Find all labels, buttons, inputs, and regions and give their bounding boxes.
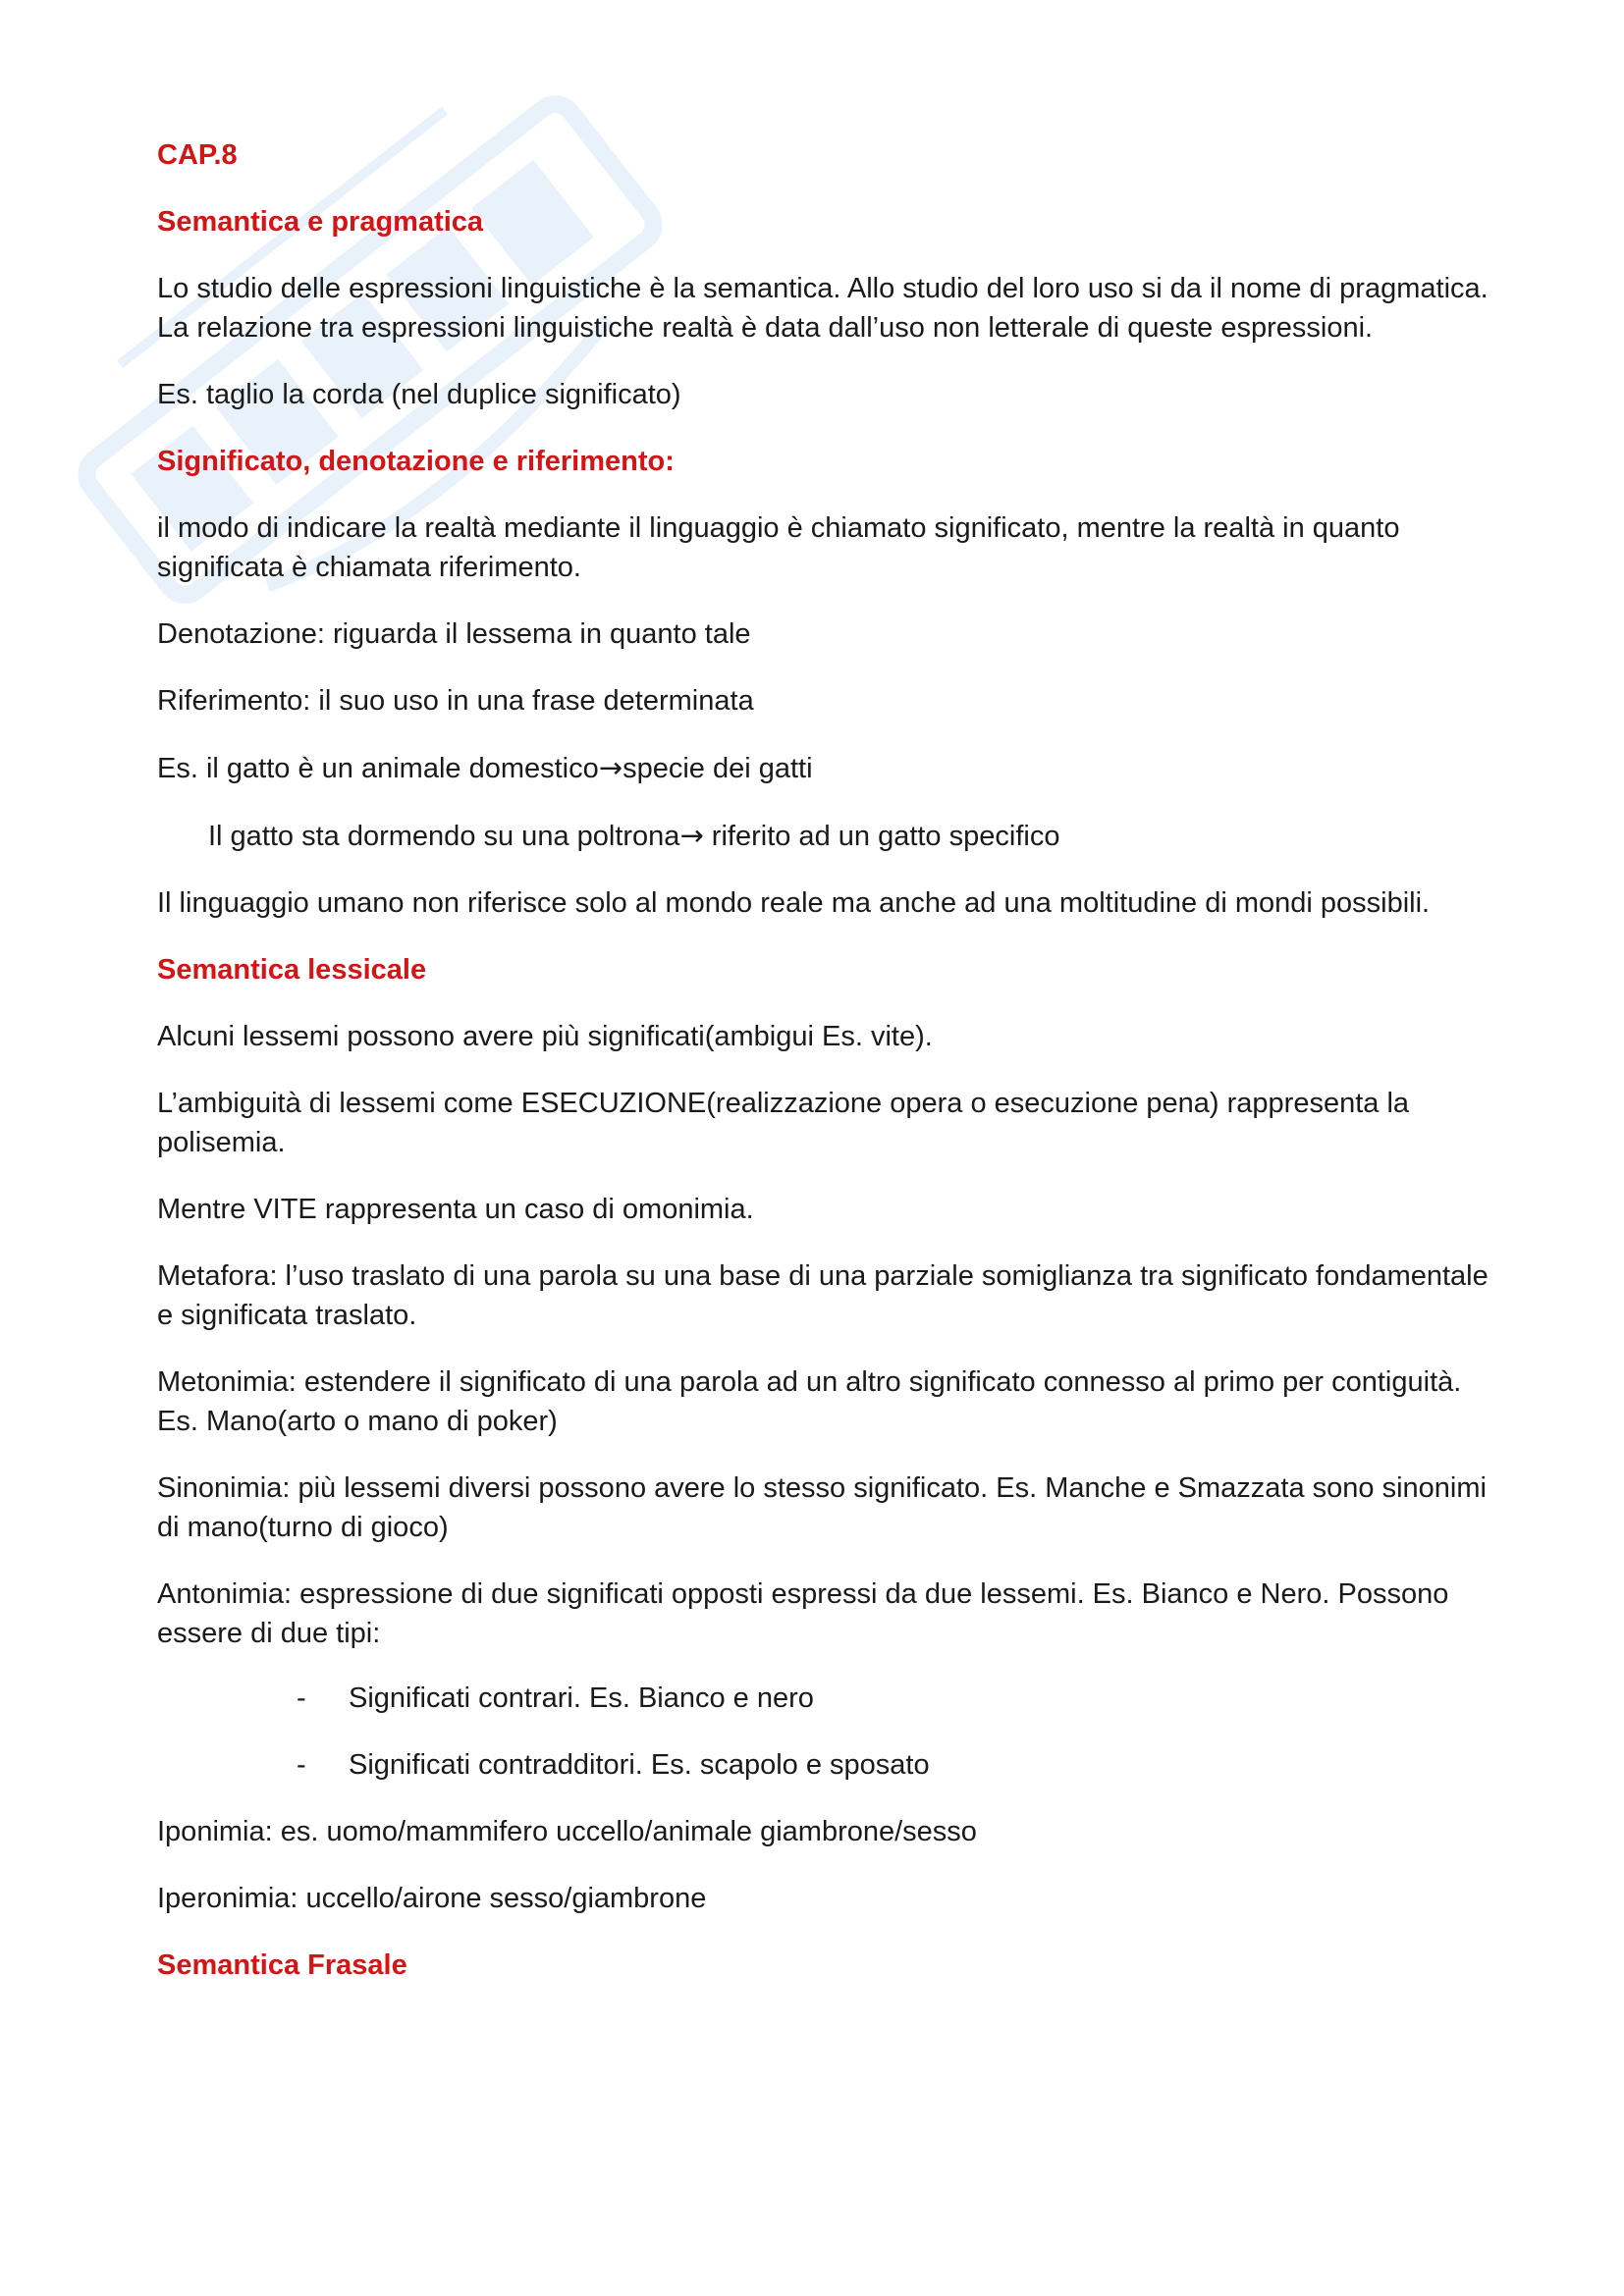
paragraph: Es. taglio la corda (nel duplice significato) (157, 379, 681, 410)
paragraph: Iponimia: es. uomo/mammifero uccello/animale giambrone/sesso (157, 1816, 977, 1847)
list-item (157, 1679, 1492, 1718)
bullet-dash: - (297, 1749, 306, 1781)
example-line (157, 816, 1492, 856)
list-item-text: Significati contrari. Es. Bianco e nero (349, 1682, 814, 1714)
example-text: riferito ad un gatto specifico (703, 821, 1060, 852)
section-heading-semantica-frasale: Semantica Frasale (157, 1949, 407, 1981)
paragraph: Alcuni lessemi possono avere più significati(ambigui Es. vite). (157, 1021, 933, 1052)
paragraph: Riferimento: il suo uso in una frase determinata (157, 685, 754, 717)
paragraph: Iperonimia: uccello/airone sesso/giambrone (157, 1883, 707, 1914)
paragraph: Denotazione: riguarda il lessema in quanto tale (157, 618, 751, 650)
example-text: specie dei gatti (623, 753, 813, 784)
list-item (157, 1745, 1492, 1785)
list-item-text: Significati contradditori. Es. scapolo e sposato (349, 1749, 930, 1781)
bullet-dash: - (297, 1682, 306, 1714)
example-line (157, 748, 1492, 788)
paragraph: il modo di indicare la realtà mediante il linguaggio è chiamato significato, mentre la realtà in quanto significata è chiamata riferimento. (157, 512, 1400, 583)
paragraph: Antonimia: espressione di due significati opposti espressi da due lessemi. Es. Bianco e Nero. Possono essere di due tipi: (157, 1578, 1449, 1649)
paragraph: Metafora: l’uso traslato di una parola su una base di una parziale somiglianza tra significato fondamentale e significata traslato. (157, 1260, 1489, 1331)
document-body (157, 135, 1492, 2012)
section-heading-significato: Significato, denotazione e riferimento: (157, 446, 675, 477)
paragraph: Mentre VITE rappresenta un caso di omonimia. (157, 1194, 754, 1225)
example-text: Il gatto sta dormendo su una poltrona (208, 821, 680, 852)
chapter-heading: CAP.8 (157, 139, 238, 171)
paragraph: Lo studio delle espressioni linguistiche è la semantica. Allo studio del loro uso si da il nome di pragmatica. La relazione tra espressioni linguistiche realtà è data dall’uso non letterale di queste espressioni. (157, 273, 1489, 344)
paragraph: Metonimia: estendere il significato di una parola ad un altro significato connesso al primo per contiguità. Es. Mano(arto o mano di poker) (157, 1366, 1462, 1437)
paragraph: L’ambiguità di lessemi come ESECUZIONE(realizzazione opera o esecuzione pena) rappresenta la polisemia. (157, 1088, 1410, 1158)
section-heading-semantica-pragmatica: Semantica e pragmatica (157, 206, 484, 238)
paragraph: Sinonimia: più lessemi diversi possono avere lo stesso significato. Es. Manche e Smazzata sono sinonimi di mano(turno di gioco) (157, 1472, 1487, 1543)
arrow-right-icon: → (679, 819, 704, 852)
paragraph: Il linguaggio umano non riferisce solo al mondo reale ma anche ad una moltitudine di mondi possibili. (157, 887, 1431, 919)
arrow-right-icon: → (598, 751, 623, 784)
section-heading-semantica-lessicale: Semantica lessicale (157, 954, 427, 986)
example-text: Es. il gatto è un animale domestico (157, 753, 599, 784)
